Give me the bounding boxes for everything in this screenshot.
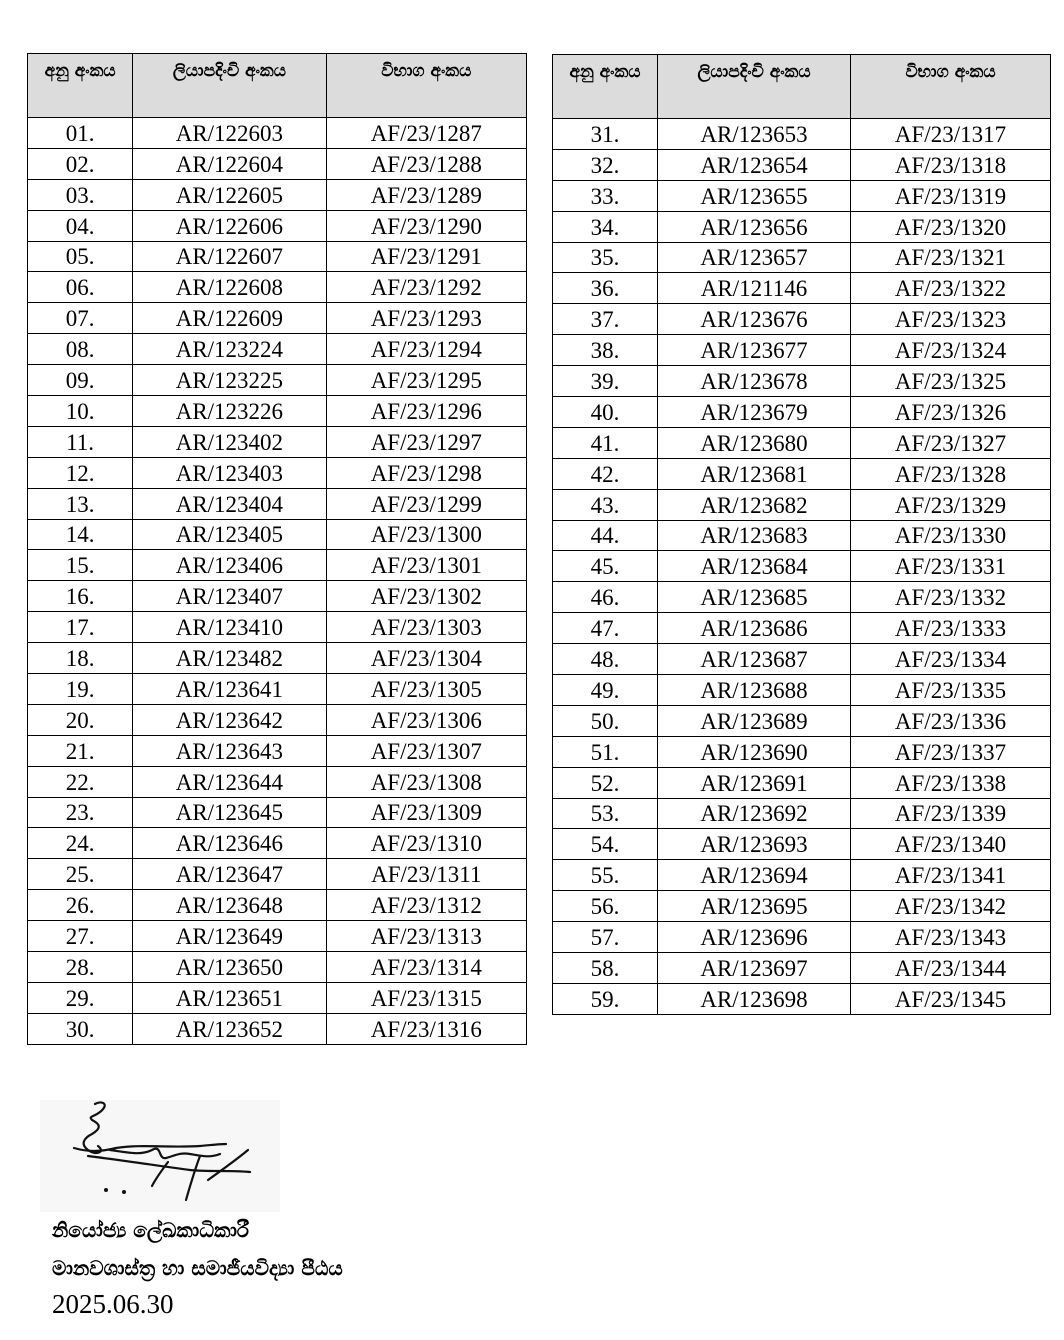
cell-registration: AR/123695: [658, 891, 851, 922]
cell-index: 34.: [553, 211, 658, 242]
cell-index: 43.: [553, 489, 658, 520]
cell-exam: AF/23/1327: [851, 427, 1051, 458]
cell-index: 13.: [28, 488, 133, 519]
cell-exam: AF/23/1323: [851, 304, 1051, 335]
cell-registration: AR/123224: [133, 334, 326, 365]
cell-index: 12.: [28, 457, 133, 488]
table-row: [28, 674, 527, 705]
cell-exam: AF/23/1294: [326, 334, 526, 365]
cell-index: 03.: [28, 179, 133, 210]
document-date: 2025.06.30: [52, 1289, 174, 1319]
cell-index: 28.: [28, 952, 133, 983]
cell-exam: AF/23/1317: [851, 119, 1051, 150]
cell-exam: AF/23/1339: [851, 798, 1051, 829]
cell-exam: AF/23/1316: [326, 1013, 526, 1044]
cell-index: 05.: [28, 241, 133, 272]
cell-exam: AF/23/1298: [326, 457, 526, 488]
cell-exam: AF/23/1311: [326, 859, 526, 890]
cell-exam: AF/23/1337: [851, 736, 1051, 767]
cell-exam: AF/23/1335: [851, 675, 1051, 706]
cell-registration: AR/123653: [658, 119, 851, 150]
table-row: [553, 520, 1051, 551]
cell-registration: AR/123655: [658, 180, 851, 211]
cell-exam: AF/23/1330: [851, 520, 1051, 551]
table-row: [28, 334, 527, 365]
table-row: [28, 612, 527, 643]
cell-index: 47.: [553, 613, 658, 644]
cell-exam: AF/23/1309: [326, 797, 526, 828]
cell-index: 16.: [28, 581, 133, 612]
cell-index: 48.: [553, 644, 658, 675]
cell-index: 26.: [28, 890, 133, 921]
cell-index: 36.: [553, 273, 658, 304]
table-row: [28, 766, 527, 797]
table-row: [553, 242, 1051, 273]
cell-exam: AF/23/1308: [326, 766, 526, 797]
cell-index: 41.: [553, 427, 658, 458]
table-row: [28, 241, 527, 272]
cell-registration: AR/123694: [658, 860, 851, 891]
table-row: [553, 953, 1051, 984]
table-row: [28, 921, 527, 952]
cell-index: 55.: [553, 860, 658, 891]
cell-index: 53.: [553, 798, 658, 829]
table-row: [553, 180, 1051, 211]
cell-registration: AR/123657: [658, 242, 851, 273]
cell-index: 09.: [28, 365, 133, 396]
cell-registration: AR/123683: [658, 520, 851, 551]
cell-registration: AR/123685: [658, 582, 851, 613]
cell-index: 17.: [28, 612, 133, 643]
cell-index: 49.: [553, 675, 658, 706]
table-row: [28, 982, 527, 1013]
cell-registration: AR/123676: [658, 304, 851, 335]
cell-registration: AR/123405: [133, 519, 326, 550]
table-row: [553, 644, 1051, 675]
header-exam: විභාග අංකය: [326, 54, 526, 118]
cell-registration: AR/123407: [133, 581, 326, 612]
cell-exam: AF/23/1301: [326, 550, 526, 581]
cell-registration: AR/123689: [658, 705, 851, 736]
table-row: [553, 149, 1051, 180]
cell-index: 21.: [28, 735, 133, 766]
signature: [40, 1100, 280, 1212]
cell-index: 10.: [28, 396, 133, 427]
cell-exam: AF/23/1329: [851, 489, 1051, 520]
cell-registration: AR/123654: [658, 149, 851, 180]
cell-index: 02.: [28, 148, 133, 179]
cell-index: 54.: [553, 829, 658, 860]
cell-index: 30.: [28, 1013, 133, 1044]
table-body-right: [553, 119, 1051, 1015]
table-row: [28, 303, 527, 334]
table-row: [553, 551, 1051, 582]
table-row: [553, 767, 1051, 798]
cell-exam: AF/23/1312: [326, 890, 526, 921]
cell-exam: AF/23/1290: [326, 210, 526, 241]
cell-exam: AF/23/1319: [851, 180, 1051, 211]
table-row: [553, 119, 1051, 150]
cell-index: 25.: [28, 859, 133, 890]
cell-registration: AR/123686: [658, 613, 851, 644]
cell-index: 18.: [28, 643, 133, 674]
cell-exam: AF/23/1310: [326, 828, 526, 859]
cell-registration: AR/123226: [133, 396, 326, 427]
cell-registration: AR/123656: [658, 211, 851, 242]
cell-exam: AF/23/1287: [326, 118, 526, 149]
table-row: [553, 458, 1051, 489]
cell-index: 37.: [553, 304, 658, 335]
cell-index: 20.: [28, 704, 133, 735]
header-index: අනු අංකය: [28, 54, 133, 118]
cell-registration: AR/123225: [133, 365, 326, 396]
table-row: [553, 366, 1051, 397]
cell-registration: AR/122604: [133, 148, 326, 179]
cell-exam: AF/23/1292: [326, 272, 526, 303]
student-table-left: [27, 53, 527, 1045]
table-header-row: [28, 54, 527, 118]
cell-index: 57.: [553, 922, 658, 953]
cell-exam: AF/23/1315: [326, 982, 526, 1013]
cell-exam: AF/23/1328: [851, 458, 1051, 489]
table-row: [28, 550, 527, 581]
cell-exam: AF/23/1314: [326, 952, 526, 983]
table-row: [28, 488, 527, 519]
cell-registration: AR/123684: [658, 551, 851, 582]
cell-exam: AF/23/1313: [326, 921, 526, 952]
cell-registration: AR/123403: [133, 457, 326, 488]
cell-exam: AF/23/1331: [851, 551, 1051, 582]
cell-registration: AR/121146: [658, 273, 851, 304]
cell-exam: AF/23/1305: [326, 674, 526, 705]
cell-index: 40.: [553, 397, 658, 428]
cell-exam: AF/23/1333: [851, 613, 1051, 644]
cell-registration: AR/122608: [133, 272, 326, 303]
cell-exam: AF/23/1300: [326, 519, 526, 550]
cell-registration: AR/123647: [133, 859, 326, 890]
table-row: [28, 704, 527, 735]
signatory-title: නියෝජ්‍ය ලේඛකාධිකාරී: [52, 1218, 249, 1242]
cell-exam: AF/23/1288: [326, 148, 526, 179]
cell-index: 07.: [28, 303, 133, 334]
cell-exam: AF/23/1338: [851, 767, 1051, 798]
table-row: [553, 829, 1051, 860]
cell-registration: AR/123691: [658, 767, 851, 798]
cell-index: 14.: [28, 519, 133, 550]
cell-registration: AR/123406: [133, 550, 326, 581]
cell-exam: AF/23/1324: [851, 335, 1051, 366]
cell-registration: AR/123696: [658, 922, 851, 953]
cell-exam: AF/23/1341: [851, 860, 1051, 891]
cell-index: 56.: [553, 891, 658, 922]
signature-drawing: [40, 1100, 280, 1212]
header-registration: ලියාපදිංචි අංකය: [658, 55, 851, 119]
cell-registration: AR/123679: [658, 397, 851, 428]
table-row: [28, 148, 527, 179]
table-row: [553, 335, 1051, 366]
cell-index: 24.: [28, 828, 133, 859]
table-row: [553, 736, 1051, 767]
cell-index: 51.: [553, 736, 658, 767]
table-row: [553, 582, 1051, 613]
table-row: [28, 890, 527, 921]
cell-index: 11.: [28, 426, 133, 457]
cell-registration: AR/123651: [133, 982, 326, 1013]
table-row: [553, 489, 1051, 520]
cell-index: 38.: [553, 335, 658, 366]
cell-exam: AF/23/1326: [851, 397, 1051, 428]
table-row: [28, 365, 527, 396]
table-row: [28, 735, 527, 766]
cell-exam: AF/23/1334: [851, 644, 1051, 675]
table-row: [553, 675, 1051, 706]
cell-registration: AR/123681: [658, 458, 851, 489]
header-index: අනු අංකය: [553, 55, 658, 119]
cell-index: 04.: [28, 210, 133, 241]
cell-exam: AF/23/1321: [851, 242, 1051, 273]
table-row: [28, 1013, 527, 1044]
table-row: [28, 581, 527, 612]
cell-registration: AR/123646: [133, 828, 326, 859]
table-row: [553, 613, 1051, 644]
cell-registration: AR/123697: [658, 953, 851, 984]
cell-registration: AR/123687: [658, 644, 851, 675]
cell-exam: AF/23/1306: [326, 704, 526, 735]
cell-exam: AF/23/1318: [851, 149, 1051, 180]
cell-exam: AF/23/1296: [326, 396, 526, 427]
table-row: [28, 859, 527, 890]
cell-index: 22.: [28, 766, 133, 797]
cell-index: 39.: [553, 366, 658, 397]
cell-registration: AR/123650: [133, 952, 326, 983]
cell-registration: AR/123692: [658, 798, 851, 829]
table-row: [553, 860, 1051, 891]
table-row: [28, 457, 527, 488]
cell-index: 52.: [553, 767, 658, 798]
table-row: [553, 273, 1051, 304]
cell-registration: AR/122605: [133, 179, 326, 210]
cell-registration: AR/123404: [133, 488, 326, 519]
table-row: [553, 304, 1051, 335]
cell-exam: AF/23/1325: [851, 366, 1051, 397]
cell-exam: AF/23/1343: [851, 922, 1051, 953]
cell-exam: AF/23/1297: [326, 426, 526, 457]
table-row: [28, 952, 527, 983]
table-body-left: [28, 118, 527, 1045]
table-row: [553, 922, 1051, 953]
cell-exam: AF/23/1293: [326, 303, 526, 334]
cell-index: 15.: [28, 550, 133, 581]
cell-index: 44.: [553, 520, 658, 551]
cell-index: 06.: [28, 272, 133, 303]
cell-registration: AR/123677: [658, 335, 851, 366]
cell-exam: AF/23/1289: [326, 179, 526, 210]
cell-exam: AF/23/1342: [851, 891, 1051, 922]
cell-index: 08.: [28, 334, 133, 365]
cell-index: 58.: [553, 953, 658, 984]
cell-registration: AR/123649: [133, 921, 326, 952]
table-row: [553, 891, 1051, 922]
table-row: [28, 118, 527, 149]
cell-index: 23.: [28, 797, 133, 828]
table-header-row: [553, 55, 1051, 119]
cell-registration: AR/123688: [658, 675, 851, 706]
cell-exam: AF/23/1307: [326, 735, 526, 766]
table-row: [28, 519, 527, 550]
cell-exam: AF/23/1295: [326, 365, 526, 396]
cell-exam: AF/23/1304: [326, 643, 526, 674]
cell-registration: AR/122609: [133, 303, 326, 334]
cell-index: 19.: [28, 674, 133, 705]
student-table-right: [552, 54, 1051, 1015]
cell-registration: AR/123410: [133, 612, 326, 643]
faculty-name: මානවශාස්ත්‍ර හා සමාජීයවිද්‍යා පීඨය: [52, 1256, 343, 1280]
cell-registration: AR/123642: [133, 704, 326, 735]
cell-registration: AR/122606: [133, 210, 326, 241]
table-row: [28, 797, 527, 828]
cell-registration: AR/123652: [133, 1013, 326, 1044]
cell-registration: AR/123644: [133, 766, 326, 797]
cell-index: 31.: [553, 119, 658, 150]
cell-registration: AR/123648: [133, 890, 326, 921]
cell-index: 35.: [553, 242, 658, 273]
table-row: [28, 272, 527, 303]
cell-index: 59.: [553, 983, 658, 1014]
cell-exam: AF/23/1303: [326, 612, 526, 643]
cell-index: 32.: [553, 149, 658, 180]
cell-index: 29.: [28, 982, 133, 1013]
table-row: [553, 798, 1051, 829]
table-row: [553, 211, 1051, 242]
table-row: [28, 179, 527, 210]
cell-index: 45.: [553, 551, 658, 582]
cell-index: 33.: [553, 180, 658, 211]
cell-registration: AR/123482: [133, 643, 326, 674]
cell-exam: AF/23/1299: [326, 488, 526, 519]
header-exam: විභාග අංකය: [851, 55, 1051, 119]
cell-exam: AF/23/1322: [851, 273, 1051, 304]
cell-registration: AR/123680: [658, 427, 851, 458]
cell-registration: AR/123678: [658, 366, 851, 397]
cell-registration: AR/123690: [658, 736, 851, 767]
cell-index: 42.: [553, 458, 658, 489]
cell-registration: AR/123643: [133, 735, 326, 766]
table-row: [28, 210, 527, 241]
cell-exam: AF/23/1340: [851, 829, 1051, 860]
cell-index: 46.: [553, 582, 658, 613]
cell-index: 27.: [28, 921, 133, 952]
table-row: [28, 643, 527, 674]
cell-registration: AR/123645: [133, 797, 326, 828]
table-row: [553, 705, 1051, 736]
cell-registration: AR/123641: [133, 674, 326, 705]
header-registration: ලියාපදිංචි අංකය: [133, 54, 326, 118]
table-row: [553, 397, 1051, 428]
cell-exam: AF/23/1302: [326, 581, 526, 612]
table-row: [553, 983, 1051, 1014]
cell-registration: AR/122607: [133, 241, 326, 272]
cell-index: 50.: [553, 705, 658, 736]
cell-registration: AR/123682: [658, 489, 851, 520]
cell-exam: AF/23/1320: [851, 211, 1051, 242]
cell-exam: AF/23/1291: [326, 241, 526, 272]
cell-index: 01.: [28, 118, 133, 149]
table-row: [553, 427, 1051, 458]
cell-registration: AR/122603: [133, 118, 326, 149]
cell-exam: AF/23/1345: [851, 983, 1051, 1014]
table-row: [28, 828, 527, 859]
cell-exam: AF/23/1344: [851, 953, 1051, 984]
cell-registration: AR/123698: [658, 983, 851, 1014]
table-row: [28, 426, 527, 457]
table-row: [28, 396, 527, 427]
cell-exam: AF/23/1336: [851, 705, 1051, 736]
cell-registration: AR/123402: [133, 426, 326, 457]
cell-registration: AR/123693: [658, 829, 851, 860]
cell-exam: AF/23/1332: [851, 582, 1051, 613]
